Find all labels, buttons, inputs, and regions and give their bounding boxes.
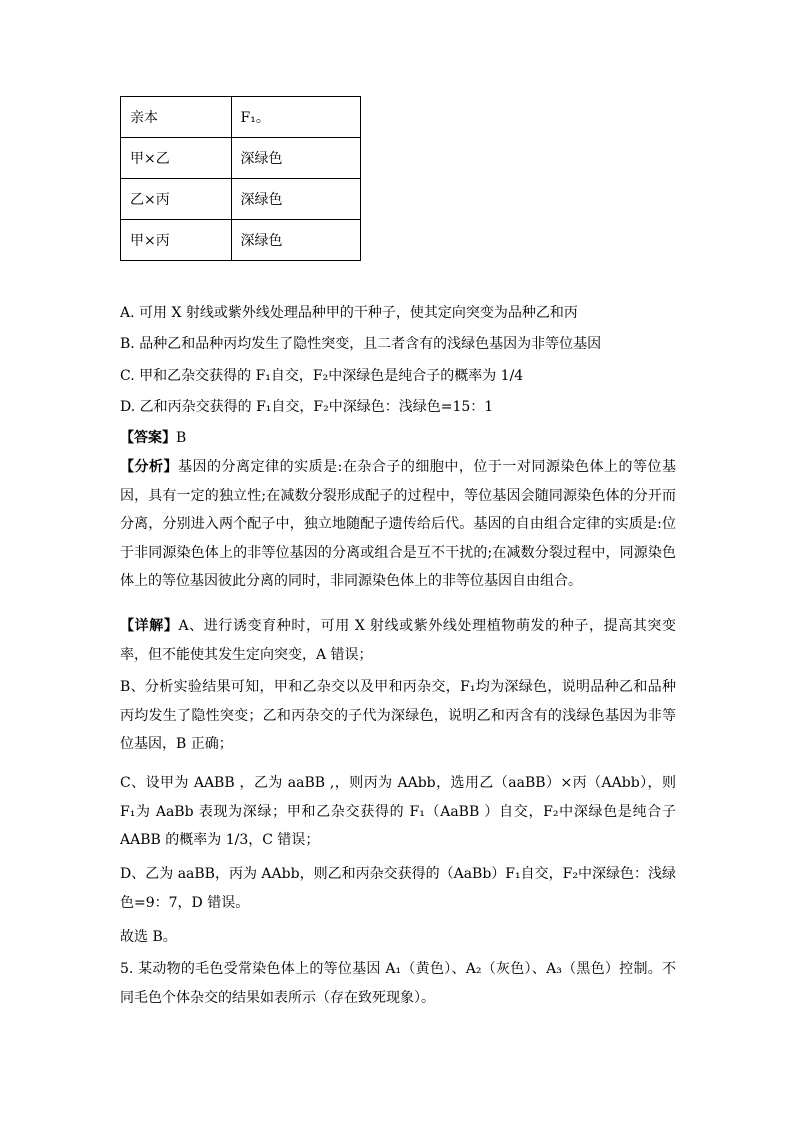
table-cell: F₁。 (231, 97, 361, 138)
table-row (121, 179, 361, 220)
answer-line (120, 428, 186, 448)
table-cell: 甲×乙 (121, 138, 232, 179)
table-cell: 深绿色 (231, 179, 361, 220)
analysis-paragraph (120, 453, 676, 596)
table-cell: 乙×丙 (121, 179, 232, 220)
table-cell: 甲×丙 (121, 220, 232, 261)
table-header-row (121, 97, 361, 138)
detail-b-paragraph: B、分析实验结果可知，甲和乙杂交以及甲和丙杂交，F₁均为深绿色，说明品种乙和品种丙均发生了隐性突变；乙和丙杂交的子代为深绿色，说明乙和丙含有的浅绿色基因为非等位基因，B 正确； (120, 679, 676, 752)
detail-d-paragraph: D、乙为 aaBB，丙为 AAbb，则乙和丙杂交获得的（AaBb）F₁自交，F₂中深绿色：浅绿色=9：7，D 错误。 (120, 866, 676, 911)
cross-result-table (120, 96, 361, 261)
analysis-label: 【分析】 (120, 459, 179, 475)
option-b: B. 品种乙和品种丙均发生了隐性突变，且二者含有的浅绿色基因为非等位基因 (120, 336, 602, 352)
analysis-text: 基因的分离定律的实质是:在杂合子的细胞中，位于一对同源染色体上的等位基因，具有一定的独立性;在减数分裂形成配子的过程中，等位基因会随同源染色体的分开而分离，分别进入两个配子中，独立地随配子遗传给后代。基因的自由组合定律的实质是:位于非同源染色体上的非等位基因的分离或组合是互不干扰的;在减数分裂过程中，同源染色体上的等位基因彼此分离的同时，非同源染色体上的非等位基因自由组合。 (120, 459, 676, 589)
option-c: C. 甲和乙杂交获得的 F₁自交，F₂中深绿色是纯合子的概率为 1/4 (120, 368, 524, 384)
table-cell: 深绿色 (231, 138, 361, 179)
question-5-paragraph: 5. 某动物的毛色受常染色体上的等位基因 A₁（黄色）、A₂（灰色）、A₃（黑色）控制。不同毛色个体杂交的结果如表所示（存在致死现象）。 (120, 961, 676, 1006)
answer-label: 【答案】 (120, 430, 176, 446)
table-cell: 深绿色 (231, 220, 361, 261)
answer-value: B (176, 430, 187, 446)
detail-a-paragraph (120, 612, 676, 669)
detail-label: 【详解】 (120, 618, 179, 634)
conclusion-line: 故选 B。 (120, 929, 177, 945)
table-row (121, 220, 361, 261)
option-d: D. 乙和丙杂交获得的 F₁自交，F₂中深绿色：浅绿色=15：1 (120, 399, 494, 415)
detail-c-paragraph: C、设甲为 AABB ，乙为 aaBB ,，则丙为 AAbb，选用乙（aaBB）×丙（AAbb），则 F₁为 AaBb 表现为深绿；甲和乙杂交获得的 F₁（AaBB ）自交，F₂中深绿色是纯合子 AABB 的概率为 1/3，C 错误； (120, 775, 676, 848)
detail-a-text: A、进行诱变育种时，可用 X 射线或紫外线处理植物萌发的种子，提高其突变率，但不能使其发生定向突变，A 错误； (120, 618, 677, 663)
table-row (121, 138, 361, 179)
table-cell: 亲本 (121, 97, 232, 138)
option-a: A. 可用 X 射线或紫外线处理品种甲的干种子，使其定向突变为品种乙和丙 (120, 305, 578, 321)
